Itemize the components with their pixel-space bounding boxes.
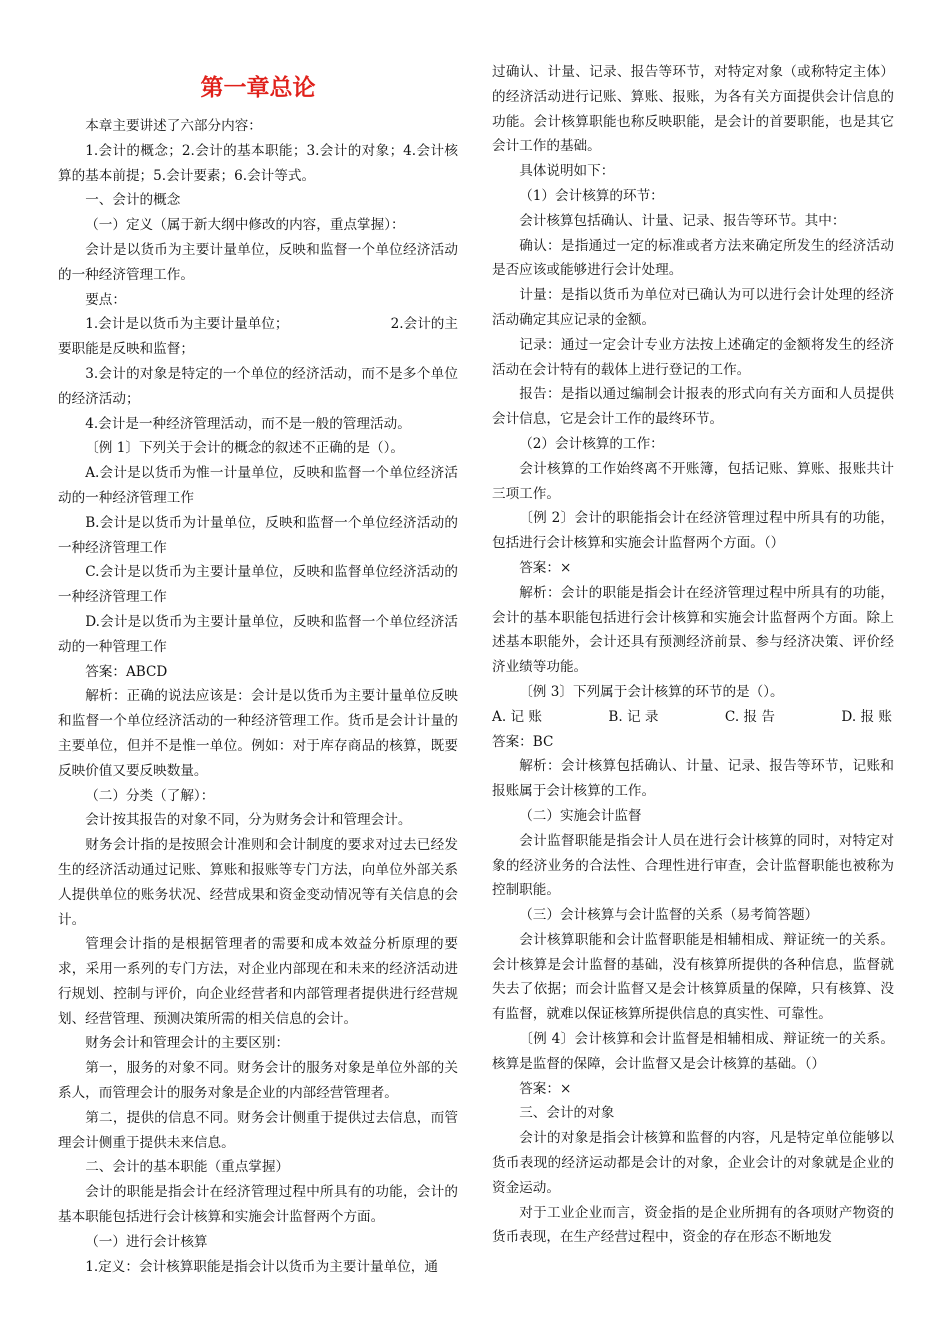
paragraph: 会计核算职能和会计监督职能是相辅相成、辩证统一的关系。会计核算是会计监督的基础，没有核算所提供的各种信息，监督就失去了依据；而会计监督又是会计核算质量的保障，只有核算、没有监督，就难以保证核算所提供信息的真实性、可靠性。 (492, 931, 894, 1023)
answer: 答案：× (519, 1080, 572, 1097)
paragraph-split (58, 312, 458, 337)
paragraph: 报告：是指以通过编制会计报表的形式向有关方面和人员提供会计信息，它是会计工作的最终环节。 (492, 386, 894, 428)
subsection-heading: （2）会计核算的工作： (519, 435, 664, 452)
subsection-heading: （二）分类（了解）： (85, 787, 215, 804)
paragraph: 会计的对象是指会计核算和监督的内容，凡是特定单位能够以货币表现的经济运动都是会计的对象，企业会计的对象就是企业的资金运动。 (492, 1130, 894, 1196)
option: D.会计是以货币为主要计量单位，反映和监督一个单位经济活动的一种管理工作 (58, 613, 458, 655)
paragraph: 确认：是指通过一定的标准或者方法来确定所发生的经济活动是否应该或能够进行会计处理。 (492, 237, 894, 279)
paragraph: 过确认、计量、记录、报告等环节，对特定对象（或称特定主体）的经济活动进行记账、算账、报账，为各有关方面提供会计信息的功能。会计核算职能也称反映职能，是会计的首要职能，也是其它会计工作的基础。 (492, 64, 894, 155)
paragraph: 对于工业企业而言，资金指的是企业所拥有的各项财产物资的货币表现，在生产经营过程中，资金的存在形态不断地发 (492, 1204, 894, 1246)
option: C.会计是以货币为主要计量单位，反映和监督单位经济活动的一种经济管理工作 (58, 564, 458, 606)
section-heading: 一、会计的概念 (85, 192, 181, 209)
paragraph: 1.定义：会计核算职能是指会计以货币为主要计量单位，通 (85, 1258, 438, 1275)
paragraph: 要点： (85, 291, 126, 308)
paragraph: 会计核算包括确认、计量、记录、报告等环节。其中： (519, 212, 846, 229)
choice-b: B. 记 录 (608, 708, 659, 725)
answer: 答案：× (519, 559, 572, 576)
left-column (58, 68, 458, 1279)
choice-c: C. 报 告 (724, 708, 775, 725)
paragraph: 第一，服务的对象不同。财务会计的服务对象是单位外部的关系人，而管理会计的服务对象是企业的内部经营管理者。 (58, 1060, 458, 1102)
option: A.会计是以货币为惟一计量单位，反映和监督一个单位经济活动的一种经济管理工作 (58, 465, 458, 506)
paragraph: 会计核算的工作始终离不开账簿，包括记账、算账、报账共计三项工作。 (492, 460, 894, 502)
explanation: 解析：正确的说法应该是：会计是以货币为主要计量单位反映和监督一个单位经济活动的一种经济管理工作。货币是会计计量的主要单位，但并不是惟一单位。例如：对于库存商品的核算，既要反映价值又要反映数量。 (58, 688, 458, 779)
paragraph: 记录：通过一定会计专业方法按上述确定的金额将发生的经济活动在会计特有的载体上进行登记的工作。 (492, 336, 894, 378)
explanation: 解析：会计的职能是指会计在经济管理过程中所具有的功能，会计的基本职能包括进行会计核算和实施会计监督两个方面。除上述基本职能外，会计还具有预测经济前景、参与经济决策、评价经济业绩等功能。 (492, 584, 894, 676)
choice-row (492, 705, 894, 730)
paragraph: 管理会计指的是根据管理者的需要和成本效益分析原理的要求，采用一系列的专门方法，对企业内部现在和未来的经济活动进行规划、控制与评价，向企业经营者和内部管理者提供进行经营规划、经营管理、预测决策所需的相关信息的会计。 (58, 936, 458, 1027)
example-question: 〔例 1〕下列关于会计的概念的叙述不正确的是（）。 (85, 440, 405, 457)
choice-a: A. 记 账 (492, 708, 542, 725)
answer: 答案：BC (492, 733, 554, 750)
example-question: 〔例 4〕会计核算和会计监督是相辅相成、辩证统一的关系。核算是监督的保障，会计监督又是会计核算的基础。（） (492, 1031, 894, 1072)
choice-d: D. 报 账 (841, 708, 892, 725)
paragraph: 1.会计的概念；2.会计的基本职能；3.会计的对象；4.会计核算的基本前提；5.会计要素；6.会计等式。 (58, 142, 458, 184)
paragraph: 第二，提供的信息不同。财务会计侧重于提供过去信息，而管理会计侧重于提供未来信息。 (58, 1109, 458, 1151)
subsection-heading: （三）会计核算与会计监督的关系（易考简答题） (519, 907, 819, 924)
example-question: 〔例 2〕会计的职能指会计在经济管理过程中所具有的功能，包括进行会计核算和实施会计监督两个方面。（） (492, 510, 894, 552)
explanation: 解析：会计核算包括确认、计量、记录、报告等环节，记账和报账属于会计核算的工作。 (492, 758, 894, 800)
paragraph: 会计按其报告的对象不同，分为财务会计和管理会计。 (85, 812, 412, 829)
section-heading: 三、会计的对象 (519, 1105, 615, 1122)
subsection-heading: （二）实施会计监督 (519, 807, 642, 824)
answer: 答案：ABCD (85, 663, 168, 680)
section-heading: 二、会计的基本职能（重点掌握） (85, 1159, 290, 1176)
paragraph: 会计是以货币为主要计量单位，反映和监督一个单位经济活动的一种经济管理工作。 (58, 241, 458, 283)
paragraph: 会计监督职能是指会计人员在进行会计核算的同时，对特定对象的经济业务的合法性、合理性进行审查，会计监督职能也被称为控制职能。 (492, 832, 894, 899)
paragraph: 本章主要讲述了六部分内容： (85, 118, 262, 134)
paragraph: 财务会计指的是按照会计准则和会计制度的要求对过去已经发生的经济活动通过记账、算账和报账等专门方法，向单位外部关系人提供单位的账务状况、经营成果和资金变动情况等有关信息的会计。 (58, 837, 458, 928)
paragraph: 具体说明如下： (519, 163, 615, 180)
paragraph: 财务会计和管理会计的主要区别： (85, 1035, 290, 1052)
chapter-title: 第一章总论 (200, 75, 316, 101)
paragraph: 要职能是反映和监督； (58, 341, 194, 358)
subsection-heading: （一）进行会计核算 (85, 1233, 208, 1250)
split-right: 2.会计的主 (390, 316, 458, 333)
option: B.会计是以货币为计量单位，反映和监督一个单位经济活动的一种经济管理工作 (58, 514, 458, 556)
subsection-heading: （1）会计核算的环节： (519, 187, 664, 204)
right-column (492, 60, 894, 1250)
split-left: 1.会计是以货币为主要计量单位； (85, 316, 289, 333)
paragraph: 计量：是指以货币为单位对已确认为可以进行会计处理的经济活动确定其应记录的金额。 (492, 287, 894, 328)
paragraph: 会计的职能是指会计在经济管理过程中所具有的功能，会计的基本职能包括进行会计核算和实施会计监督两个方面。 (58, 1184, 458, 1226)
subsection-heading: （一）定义（属于新大纲中修改的内容，重点掌握）： (85, 217, 405, 234)
paragraph: 4.会计是一种经济管理活动，而不是一般的管理活动。 (85, 415, 411, 432)
example-question: 〔例 3〕下列属于会计核算的环节的是（）。 (519, 683, 784, 700)
paragraph: 3.会计的对象是特定的一个单位的经济活动，而不是多个单位的经济活动； (58, 365, 458, 407)
